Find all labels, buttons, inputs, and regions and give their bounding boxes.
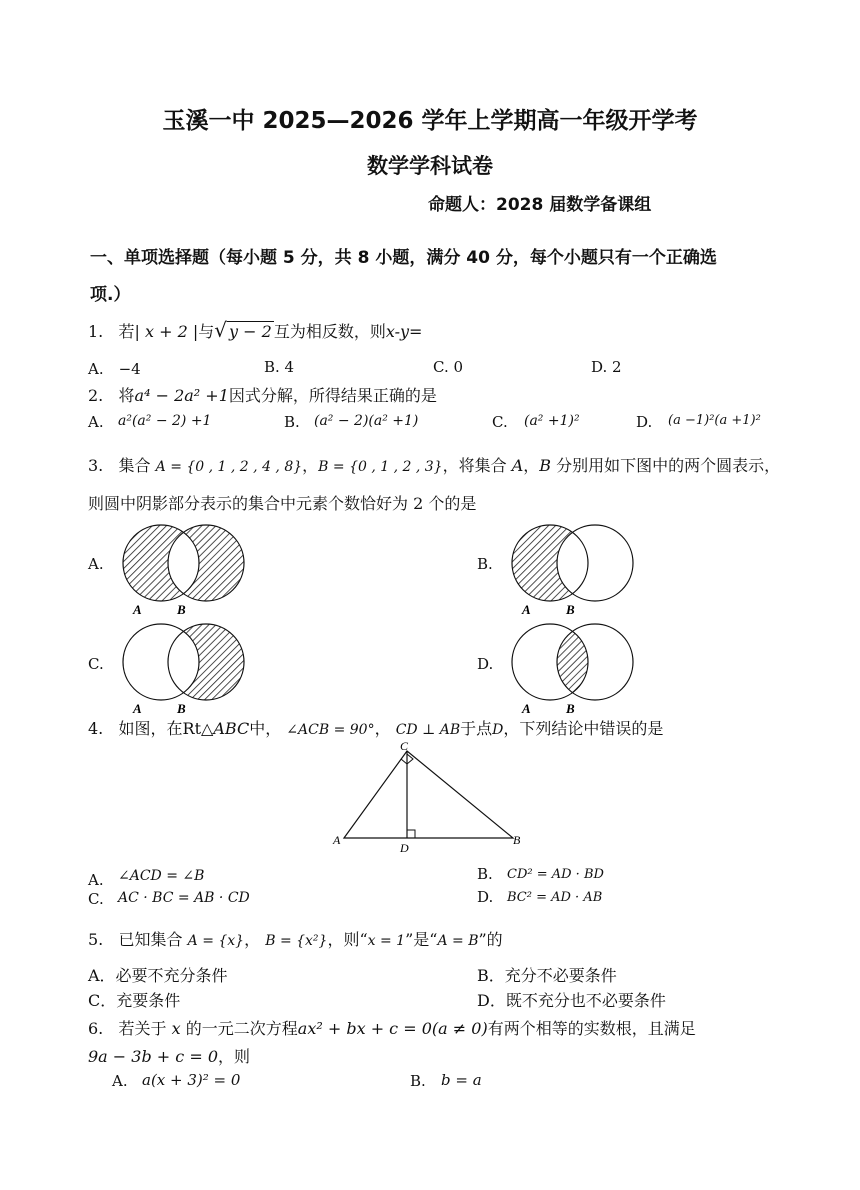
q2-option-a: a²(a² − 2) +1	[118, 413, 212, 429]
question-text: 将	[118, 386, 135, 405]
question-4	[88, 716, 663, 739]
angle-expr: ∠ACB = 90°	[286, 722, 375, 738]
math-radicand: y − 2	[229, 322, 272, 341]
question-text: 的一元二次方程	[185, 1019, 298, 1038]
label-a: A	[133, 701, 142, 716]
q2-option-a-label: A.	[88, 413, 104, 431]
q6-option-a: a(x + 3)² = 0	[142, 1071, 241, 1089]
vertex-a: A	[333, 833, 341, 847]
q1-option-d: D. 2	[591, 358, 622, 376]
question-text: ”是“	[405, 930, 438, 949]
math-poly: a⁴ − 2a² +1	[134, 386, 229, 405]
q3-option-b-label: B.	[477, 555, 493, 573]
question-3-line2: 则圆中阴影部分表示的集合中元素个数恰好为 2 个的是	[88, 494, 477, 513]
q4-option-b: CD² = AD · BD	[507, 867, 604, 882]
question-number: 3.	[88, 456, 104, 475]
q6-option-b: b = a	[441, 1071, 482, 1089]
q6-option-a-label: A.	[112, 1072, 128, 1090]
q3-option-c-label: C.	[88, 655, 104, 673]
label-b: B	[566, 602, 575, 617]
venn-diagram-a	[115, 520, 255, 620]
question-number: 4.	[88, 719, 104, 738]
section-heading-line2: 项.）	[90, 285, 131, 305]
label-a: A	[522, 701, 531, 716]
q5-option-a: A．必要不充分条件	[88, 966, 228, 985]
point-d: D	[492, 722, 504, 738]
q6-option-b-label: B.	[410, 1072, 426, 1090]
label-b: B	[177, 602, 186, 617]
label-b: B	[177, 701, 186, 716]
variable-x: x	[171, 1019, 181, 1038]
comma: ，	[302, 456, 319, 475]
q4-option-d-label: D.	[477, 888, 494, 906]
question-text: ，则“	[327, 930, 368, 949]
set-b: B = {0 , 1 , 2 , 3}	[318, 459, 443, 475]
set-a: A = {x}	[187, 933, 245, 949]
q1-option-c: C. 0	[433, 358, 464, 376]
question-text: ，则	[218, 1047, 251, 1066]
comma: ，	[374, 719, 391, 738]
venn-diagram-c	[115, 619, 255, 719]
question-text: ，下列结论中错误的是	[503, 719, 664, 738]
comma: ，	[523, 456, 540, 475]
q2-option-b: (a² − 2)(a² +1)	[314, 413, 419, 429]
q4-option-d: BC² = AD · AB	[507, 890, 603, 905]
question-text: ”的	[478, 930, 503, 949]
comma: ，	[244, 930, 261, 949]
q2-option-c-label: C.	[492, 413, 508, 431]
venn-diagram-b	[504, 520, 644, 620]
question-text: 已知集合	[118, 930, 183, 949]
question-6-line1	[88, 1016, 696, 1039]
point-d: D	[400, 841, 409, 853]
math-abs: | x + 2 |	[134, 322, 199, 341]
label-b: B	[566, 701, 575, 716]
exam-title: 玉溪一中 2025—2026 学年上学期高一年级开学考	[162, 108, 698, 134]
question-6-line2	[88, 1044, 250, 1067]
question-text: 中，	[249, 719, 282, 738]
question-number: 5.	[88, 930, 104, 949]
q4-option-b-label: B.	[477, 865, 493, 883]
label-a: A	[133, 602, 142, 617]
question-text: 有两个相等的实数根，且满足	[487, 1019, 696, 1038]
q2-option-d-label: D.	[636, 413, 653, 431]
shade-symmetric-difference	[123, 525, 244, 601]
set-a-letter: A	[511, 456, 524, 475]
exam-subtitle: 数学学科试卷	[367, 154, 493, 178]
question-5	[88, 927, 503, 950]
question-1	[88, 318, 422, 342]
triangle-name: ABC	[213, 719, 250, 738]
question-text: 若关于	[118, 1019, 167, 1038]
set-b: B = {x²}	[265, 933, 328, 949]
right-triangle-figure	[330, 738, 530, 853]
q5-option-c: C．充要条件	[88, 991, 181, 1010]
sqrt-sign: √	[214, 318, 228, 342]
triangle-abc	[344, 751, 513, 838]
question-text: 因式分解，所得结果正确的是	[228, 386, 437, 405]
question-3-line1	[88, 453, 780, 476]
question-text: 若	[118, 322, 135, 341]
question-text: ，将集合	[442, 456, 507, 475]
vertex-b: B	[513, 833, 521, 847]
q2-option-d: (a −1)²(a +1)²	[668, 413, 761, 428]
question-text: 互为相反数，则	[273, 322, 386, 341]
question-text: 与	[198, 322, 215, 341]
section-heading-line1: 一、单项选择题（每小题 5 分，共 8 小题，满分 40 分，每个小题只有一个正确选	[90, 248, 717, 268]
set-b-letter: B	[539, 456, 552, 475]
q5-option-b: B．充分不必要条件	[477, 966, 617, 985]
question-number: 6.	[88, 1019, 104, 1038]
q2-option-c: (a² +1)²	[524, 413, 580, 429]
right-angle-mark-d	[407, 830, 415, 838]
question-text: 于点	[460, 719, 493, 738]
q4-option-c-label: C.	[88, 890, 104, 908]
q1-option-b: B. 4	[264, 358, 295, 376]
condition: x = 1	[367, 933, 406, 949]
q4-option-a: ∠ACD = ∠B	[118, 868, 205, 884]
q4-option-a-label: A.	[88, 871, 104, 889]
perp-expr: CD ⊥ AB	[395, 722, 461, 738]
question-text: 如图，在Rt△	[118, 719, 214, 738]
equals-sign: =	[409, 322, 423, 341]
quadratic-equation: ax² + bx + c = 0(a ≠ 0)	[297, 1019, 488, 1038]
question-text: 集合	[118, 456, 151, 475]
venn-diagram-d	[504, 619, 644, 719]
label-a: A	[522, 602, 531, 617]
q3-option-a-label: A.	[88, 555, 104, 573]
q5-option-d: D．既不充分也不必要条件	[477, 991, 666, 1010]
set-a: A = {0 , 1 , 2 , 4 , 8}	[155, 459, 303, 475]
question-2	[88, 383, 437, 406]
q4-option-c: AC · BC = AB · CD	[118, 890, 250, 906]
question-text: 分别用如下图中的两个圆表示，	[556, 456, 781, 475]
q1-option-a: A. −4	[88, 360, 141, 378]
q3-option-d-label: D.	[477, 655, 494, 673]
question-number: 1.	[88, 322, 104, 341]
conclusion: A = B	[437, 933, 479, 949]
math-expr: x-y	[385, 322, 410, 341]
q2-option-b-label: B.	[284, 413, 300, 431]
vertex-c: C	[400, 739, 409, 753]
exam-author: 命题人：2028 届数学备课组	[428, 195, 652, 215]
condition-expr: 9a − 3b + c = 0	[88, 1047, 219, 1066]
question-number: 2.	[88, 386, 104, 405]
